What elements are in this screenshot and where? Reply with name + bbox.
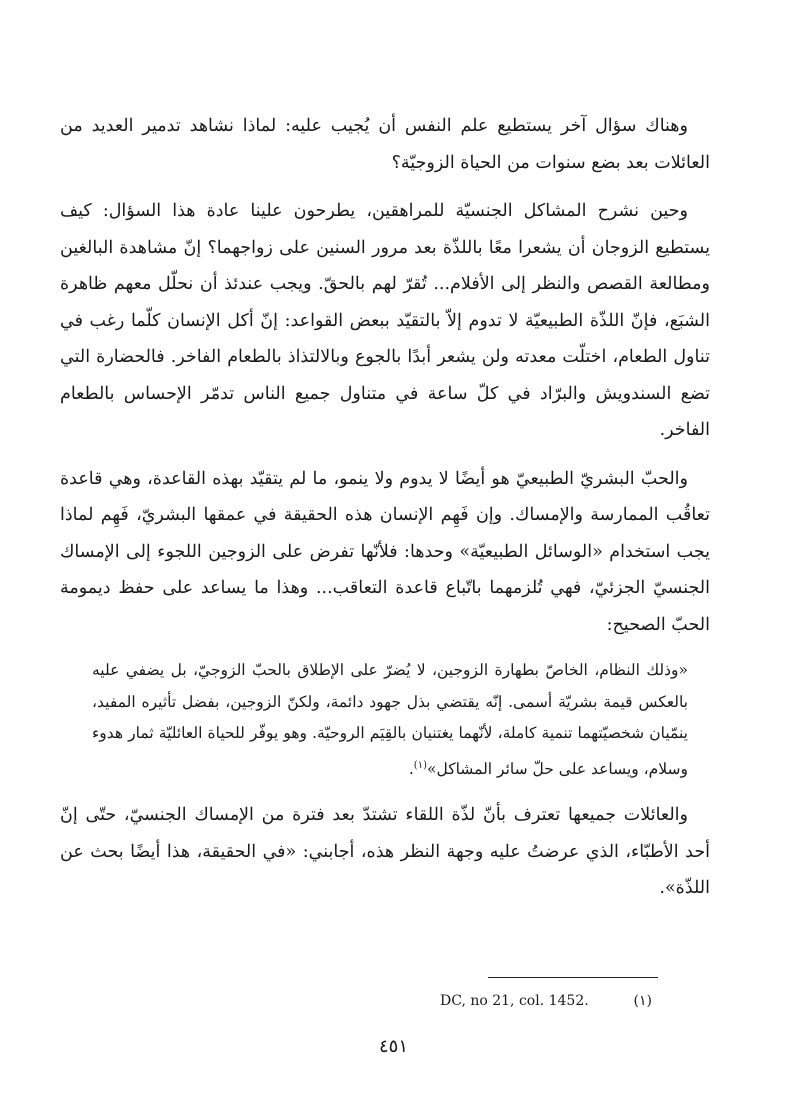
footnote-marker: (١): [633, 993, 652, 1009]
block-quote: «وذلك النظام، الخاصّ بطهارة الزوجين، لا يُضرّ على الإطلاق بالحبّ الزوجيّ، بل يضفي عليه بالعكس قيمة بشريّة أسمى. إنّه يقتضي بذل جهود دائمة، ولكنّ الزوجين، بفضل تأثيره المفيد، ينمّيان شخصيّتهما تنمية كاملة، لأنّهما يغتنيان بالقِيَم الروحيّة. وهو يوفّر للحياة العائليّة ثمار هدوء وسلام، ويساعد على حلّ سائر المشاكل»$^{(١)}$.: [92, 661, 688, 778]
paragraph-2: وحين نشرح المشاكل الجنسيّة للمراهقين، يطرحون علينا عادة هذا السؤال: كيف يستطيع الزوجان أن يشعرا معًا باللذّة بعد مرور السنين على زواجهما؟ إنّ مشاهدة البالغين ومطالعة القصص والنظر إلى الأفلام... تُقرّ لهم بالحقّ. ويجب عندئذ أن نحلّل معهم ظاهرة الشبَع، فإنّ اللذّة الطبيعيّة لا تدوم إلاّ بالتقيّد ببعض القواعد: إنّ أكل الإنسان كلّما رغب في تناول الطعام، اختلّت معدته ولن يشعر أبدًا بالجوع وبالالتذاذ بالطعام الفاخر. فالحضارة التي تضع السندويش والبرّاد في كلّ ساعة في متناول جميع الناس تدمّر الإحساس بالطعام الفاخر.: [60, 201, 710, 440]
paragraph-3: والحبّ البشريّ الطبيعيّ هو أيضًا لا يدوم ولا ينمو، ما لم يتقيّد بهذه القاعدة، وهي قاعدة تعاقُب الممارسة والإمساك. وإن فَهِم الإنسان هذه الحقيقة في عمقها البشريّ، فَهِم لماذا يجب استخدام «الوسائل الطبيعيّة» وحدها: فلأنّها تفرض على الزوجين اللجوء إلى الإمساك الجنسيّ الجزئيّ، فهي تُلزمهما باتّباع قاعدة التعاقب... وهذا ما يساعد على حفظ ديمومة الحبّ الصحيح:: [60, 468, 710, 635]
page-number: ٤٥١: [378, 1036, 408, 1057]
body-text: [60, 108, 710, 919]
quote-text: «وذلك النظام، الخاصّ بطهارة الزوجين، لا يُضرّ على الإطلاق بالحبّ الزوجيّ، بل يضفي عليه بالعكس قيمة بشريّة أسمى. إنّه يقتضي بذل جهود دائمة، ولكنّ الزوجين، بفضل تأثيره المفيد، ينمّيان شخصيّتهما تنمية كاملة، لأنّهما يغتنيان بالقِيَم الروحيّة. وهو يوفّر للحياة العائليّة ثمار هدوء وسلام، ويساعد على حلّ سائر المشاكل»: [92, 661, 688, 778]
footnote-divider: [488, 977, 658, 978]
footnote-reference: (١): [413, 759, 427, 771]
paragraph-4: والعائلات جميعها تعترف بأنّ لذّة اللقاء تشتدّ بعد فترة من الإمساك الجنسيّ، حتّى إنّ أحد الأطبّاء، الذي عرضتُ عليه وجهة النظر هذه، أجابني: «في الحقيقة، هذا أيضًا بحث عن اللذّة».: [60, 805, 710, 899]
footnote-citation: DC, no 21, col. 1452.: [440, 993, 589, 1009]
paragraph-1: وهناك سؤال آخر يستطيع علم النفس أن يُجيب عليه: لماذا نشاهد تدمير العديد من العائلات بعد بضع سنوات من الحياة الزوجيّة؟: [60, 116, 710, 173]
footnote: [440, 993, 652, 1009]
